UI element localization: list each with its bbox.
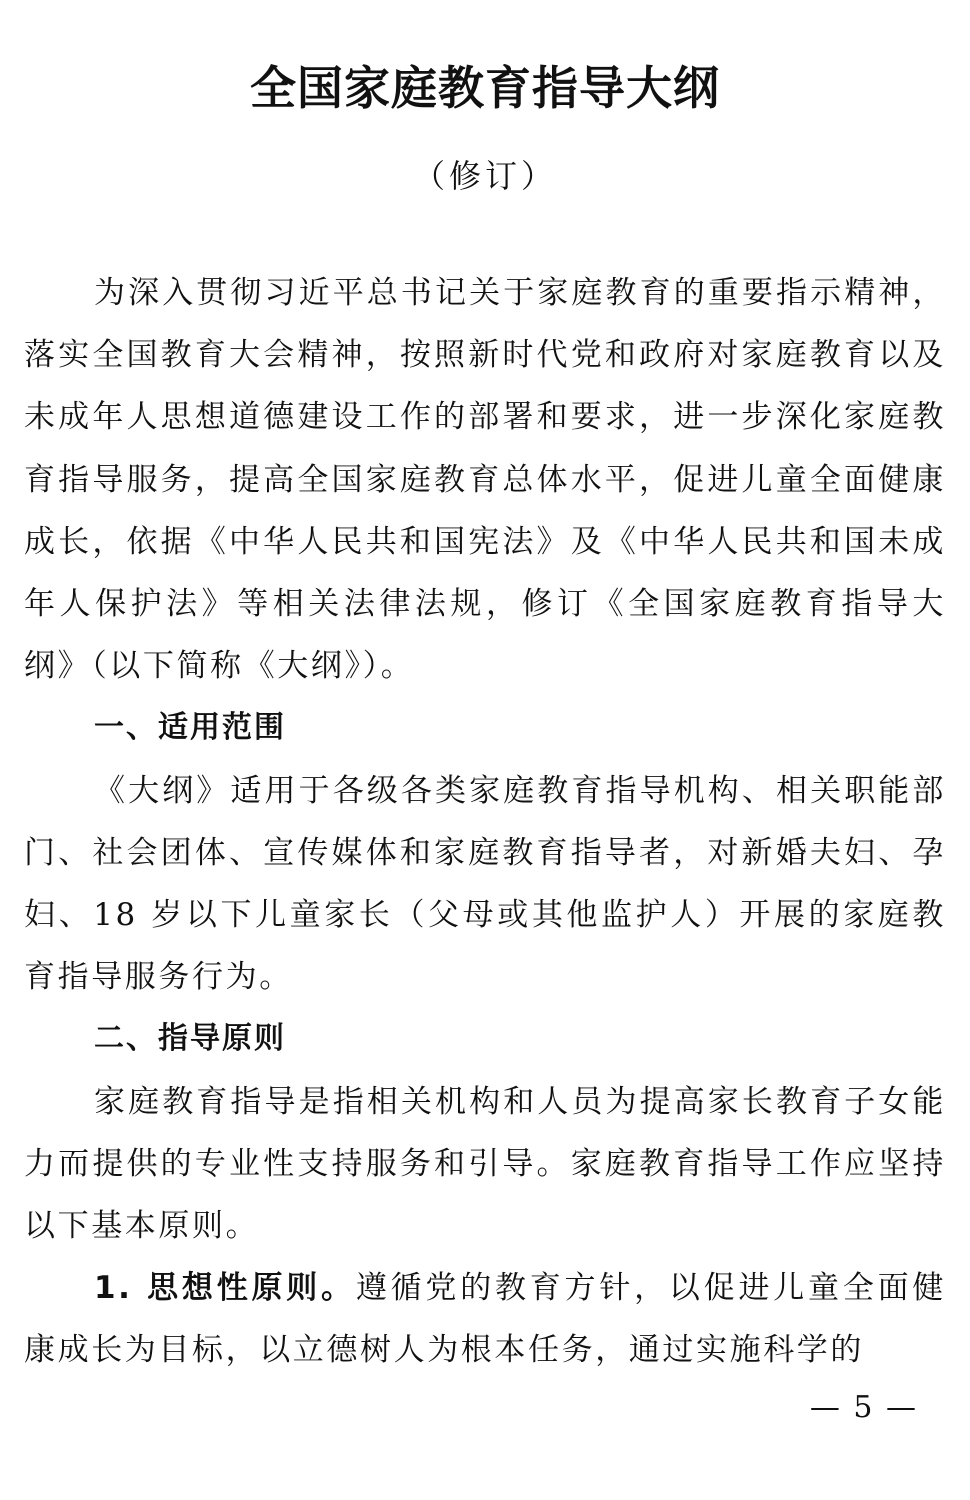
principle-1-text: 遵循党的教育方针，以促进儿童全面健康成长为目标，以立德树人为根本任务，通过实施科学的 bbox=[24, 1270, 946, 1369]
section-heading-scope: 一、适用范围 bbox=[94, 710, 286, 746]
section-heading-principles: 二、指导原则 bbox=[94, 1021, 286, 1057]
page-number: — 5 — bbox=[809, 1390, 918, 1425]
document-title: 全国家庭教育指导大纲 bbox=[250, 61, 720, 115]
principles-paragraph: 家庭教育指导是指相关机构和人员为提高家长教育子女能力而提供的专业性支持服务和引导。家庭教育指导工作应坚持以下基本原则。 bbox=[24, 1083, 946, 1245]
principle-1-paragraph bbox=[24, 1257, 946, 1381]
intro-paragraph: 为深入贯彻习近平总书记关于家庭教育的重要指示精神，落实全国教育大会精神，按照新时代党和政府对家庭教育以及未成年人思想道德建设工作的部署和要求，进一步深化家庭教育指导服务，提高全国家庭教育总体水平，促进儿童全面健康成长，依据《中华人民共和国宪法》及《中华人民共和国未成年人保护法》等相关法律法规，修订《全国家庭教育指导大纲》（以下简称《大纲》）。 bbox=[24, 275, 946, 685]
principle-1-lead: 1. 思想性原则。 bbox=[94, 1270, 356, 1307]
scope-paragraph: 《大纲》适用于各级各类家庭教育指导机构、相关职能部门、社会团体、宣传媒体和家庭教育指导者，对新婚夫妇、孕妇、18 岁以下儿童家长（父母或其他监护人）开展的家庭教育指导服务行为。 bbox=[24, 772, 946, 996]
document-subtitle: （修订） bbox=[412, 157, 557, 195]
document-body bbox=[24, 262, 946, 1382]
